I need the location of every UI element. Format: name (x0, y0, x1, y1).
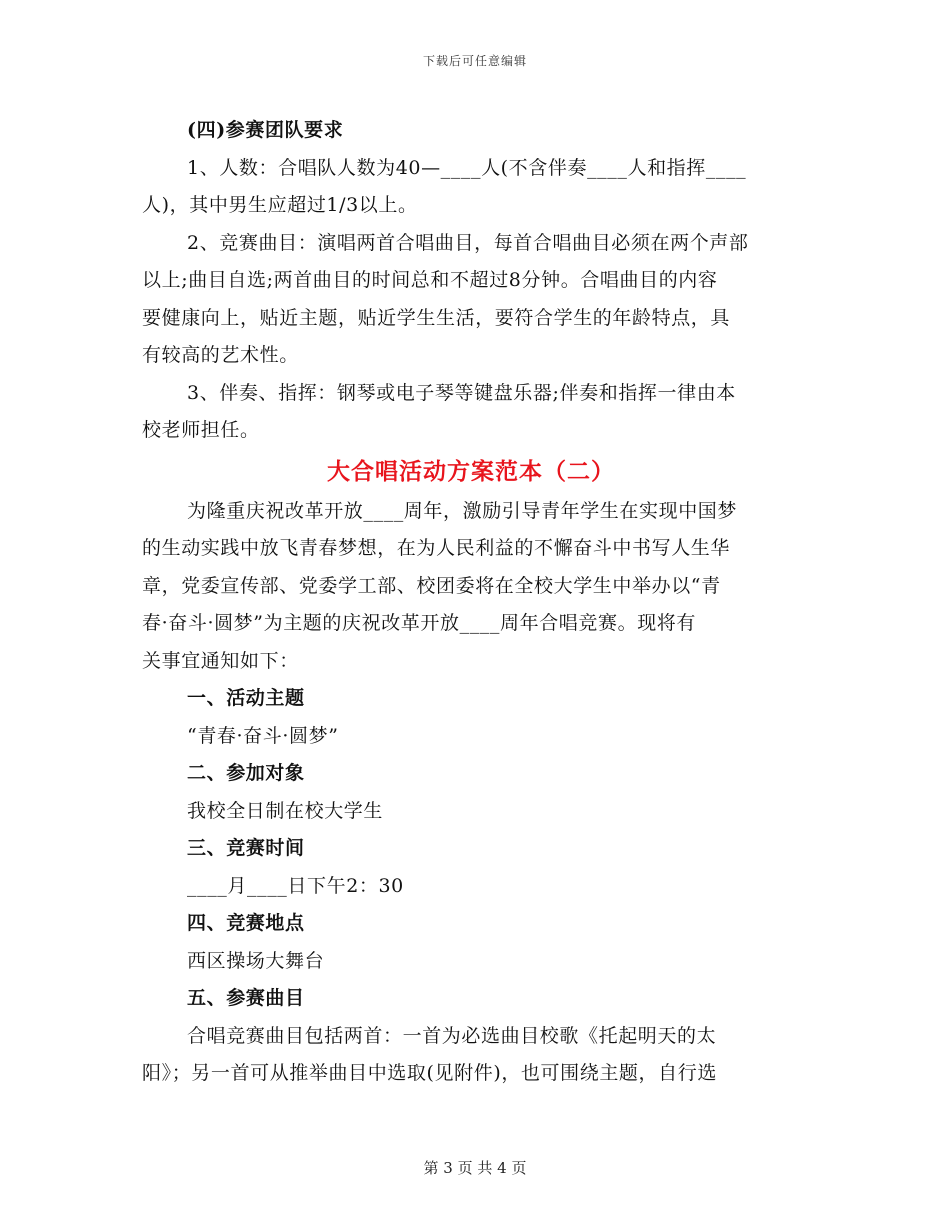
paragraph-line: 春·奋斗·圆梦”为主题的庆祝改革开放____周年合唱竞赛。现将有 (142, 612, 696, 634)
paragraph-line: 以上;曲目自选;两首曲目的时间总和不超过8分钟。合唱曲目的内容 (142, 269, 718, 291)
section-heading-participants: 二、参加对象 (187, 762, 305, 784)
paragraph-line: 阳》；另一首可从推举曲目中选取(见附件)，也可围绕主题，自行选 (142, 1062, 717, 1084)
section-heading-songs: 五、参赛曲目 (187, 987, 305, 1009)
section-heading-theme: 一、活动主题 (187, 687, 305, 709)
document-body (142, 112, 800, 1093)
page-footer: 第 3 页 共 4 页 (423, 1159, 527, 1177)
paragraph-line: 3、伴奏、指挥：钢琴或电子琴等键盘乐器;伴奏和指挥一律由本 (187, 381, 736, 404)
document-title: 大合唱活动方案范本（二） (327, 457, 615, 485)
paragraph-line: 合唱竞赛曲目包括两首：一首为必选曲目校歌《托起明天的太 (187, 1024, 717, 1047)
paragraph-line: 要健康向上，贴近主题，贴近学生生活，要符合学生的年龄特点，具 (142, 306, 731, 329)
paragraph-line: 人)，其中男生应超过1/3以上。 (142, 194, 418, 216)
paragraph-line: 为隆重庆祝改革开放____周年，激励引导青年学生在实现中国梦 (187, 499, 738, 522)
paragraph-line: 关事宜通知如下： (142, 649, 299, 672)
section-body-time: ____月____日下午2：30 (187, 874, 404, 897)
paragraph-line: 章，党委宣传部、党委学工部、校团委将在全校大学生中举办以“青 (142, 574, 721, 597)
section-heading-team-requirements: (四)参赛团队要求 (187, 119, 344, 141)
page-header: 下载后可任意编辑 (422, 54, 527, 68)
paragraph-line: 1、人数：合唱队人数为40—____人(不含伴奏____人和指挥____ (187, 156, 747, 179)
section-heading-time: 三、竞赛时间 (187, 837, 305, 859)
paragraph-line: 校老师担任。 (142, 419, 260, 441)
section-body-theme: “青春·奋斗·圆梦” (187, 724, 339, 747)
paragraph-line: 有较高的艺术性。 (142, 344, 299, 366)
section-heading-venue: 四、竞赛地点 (187, 912, 305, 934)
section-body-venue: 西区操场大舞台 (187, 949, 325, 972)
section-body-participants: 我校全日制在校大学生 (187, 799, 384, 822)
paragraph-line: 的生动实践中放飞青春梦想，在为人民利益的不懈奋斗中书写人生华 (142, 537, 731, 559)
paragraph-line: 2、竞赛曲目：演唱两首合唱曲目，每首合唱曲目必须在两个声部 (187, 231, 749, 254)
